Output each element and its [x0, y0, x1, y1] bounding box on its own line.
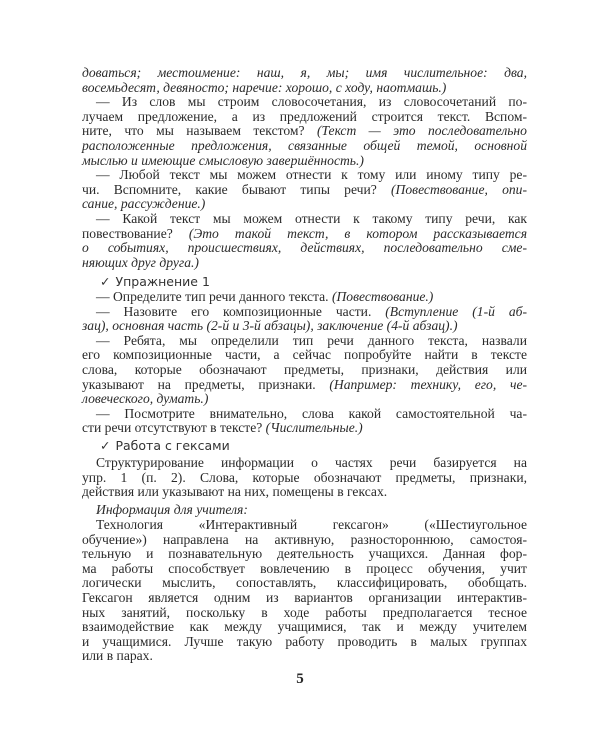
text-line — [82, 138, 527, 154]
text-line — [82, 182, 527, 198]
body-text: и учащимися. Лучше такую работу проводить в малых группах — [82, 633, 527, 649]
text-line — [82, 561, 527, 577]
body-text: повествование? — [82, 225, 189, 241]
body-text: слова, которые обозначают предметы, признаки, действия или — [82, 362, 527, 377]
body-text: Гексагон является одним из вариантов организации интерактив- — [82, 590, 527, 605]
text-line — [96, 517, 527, 533]
text-line — [96, 406, 527, 422]
italic-answer-text: (Повествование, опи- — [391, 181, 527, 197]
body-text: логически мыслить, сопоставлять, классифицировать, обобщать. — [82, 575, 527, 591]
italic-answer-text: сание, рассуждение.) — [82, 196, 206, 212]
italic-answer-text: (Это такой текст, в котором рассказывается — [188, 225, 528, 241]
checkmark-icon: ✓ — [100, 438, 111, 453]
text-line — [82, 546, 527, 562]
body-text: упр. 1 (п. 2). Слова, которые обозначают предметы, признаки, — [82, 469, 527, 485]
italic-answer-text: (Повествование.) — [331, 289, 434, 304]
italic-answer-text: расположенные предложения, связанные общей темой, основной — [82, 138, 527, 153]
italic-answer-text: мыслью и имеющие смысловую завершённость.) — [82, 152, 364, 168]
body-text: — Ребята, мы определили тип речи данного текста, назвали — [96, 332, 527, 348]
italic-answer-text: няющих друг друга.) — [82, 254, 199, 270]
text-line — [82, 153, 527, 169]
checkmark-icon: ✓ — [100, 274, 111, 289]
italic-answer-text: ловеческого, думать.) — [82, 391, 209, 407]
italic-answer-text: (Вступление (1-й аб- — [385, 303, 527, 319]
text-line — [82, 484, 527, 500]
text-line — [82, 65, 527, 81]
text-line — [82, 318, 527, 334]
text-line — [82, 80, 527, 96]
section-heading-text: Упражнение 1 — [115, 274, 210, 289]
body-text: тельную и познавательную деятельность учащихся. Данная фор- — [82, 546, 527, 562]
italic-answer-text: (Текст — это последовательно — [316, 123, 527, 139]
text-line — [82, 648, 527, 664]
body-text: лучаем предложение, а из предложений строится текст. Вспом- — [82, 108, 527, 124]
page-number: 5 — [296, 671, 304, 687]
text-line — [96, 289, 527, 305]
text-line — [82, 590, 527, 606]
body-text: ните, что мы называем текстом? — [82, 123, 317, 139]
body-text: его композиционные части, а сейчас попробуйте найти в тексте — [82, 347, 527, 363]
text-line — [96, 304, 527, 320]
text-line — [96, 455, 527, 471]
italic-answer-text: доваться; местоимение: наш, я, мы; имя числительное: два, — [82, 65, 527, 80]
text-line — [82, 619, 527, 635]
text-line — [82, 391, 527, 407]
text-line — [82, 470, 527, 486]
body-text: указывают на предметы, признаки. — [82, 376, 330, 392]
body-text: чи. Вспомните, какие бывают типы речи? — [82, 181, 392, 197]
body-text: или в парах. — [82, 648, 153, 664]
text-line — [82, 123, 527, 139]
text-line — [96, 167, 527, 183]
text-line — [96, 333, 527, 349]
text-line — [82, 255, 527, 271]
text-line — [96, 94, 527, 110]
body-text: действия или указывают на них, помещены в гексах. — [82, 484, 388, 500]
italic-answer-text: (Числительные.) — [265, 420, 363, 436]
text-line — [96, 211, 527, 227]
body-text: — Любой текст мы можем отнести к тому или иному типу ре- — [96, 167, 527, 183]
italic-answer-text: восемьдесят, девяносто; наречие: хорошо, с ходу, наотмашь.) — [82, 79, 447, 95]
text-line — [82, 347, 527, 363]
body-text: сти речи отсутствуют в тексте? — [82, 420, 266, 436]
body-text: — Определите тип речи данного текста. — [96, 289, 332, 304]
body-text: ных занятий, поскольку в ходе работы предполагается тесное — [82, 604, 527, 620]
body-text: взаимодействие как между учащимися, так и между учителем — [82, 619, 527, 635]
text-line — [82, 362, 527, 378]
body-text: Структурирование информации о частях речи базируется на — [96, 455, 527, 470]
body-text: — Посмотрите внимательно, слова какой самостоятельной ча- — [96, 405, 527, 421]
body-text: Технология «Интерактивный гексагон» («Шестиугольное — [96, 517, 527, 532]
body-text: — Из слов мы строим словосочетания, из словосочетаний по- — [96, 94, 527, 110]
section-heading — [100, 437, 230, 455]
text-line — [82, 377, 527, 393]
body-text: — Какой текст мы можем отнести к такому типу речи, как — [96, 211, 527, 226]
text-line — [82, 575, 527, 591]
text-line — [82, 226, 527, 242]
body-text: — Назовите его композиционные части. — [96, 303, 386, 319]
italic-answer-text: о событиях, происшествиях, действиях, последовательно сме- — [82, 240, 527, 256]
body-text: обучение») направлена на активную, разностороннюю, самостоя- — [82, 531, 527, 547]
section-heading-text: Работа с гексами — [115, 438, 230, 453]
italic-answer-text: Информация для учителя: — [96, 502, 248, 517]
text-line — [82, 634, 527, 650]
body-text: ма работы способствует вовлечению в процесс обучения, учит — [82, 560, 527, 576]
text-line — [82, 240, 527, 256]
text-line — [82, 420, 527, 436]
italic-answer-text: (Например: технику, его, че- — [329, 376, 528, 392]
text-line — [82, 532, 527, 548]
text-line — [96, 502, 527, 518]
text-line — [82, 196, 527, 212]
italic-answer-text: зац), основная часть (2-й и 3-й абзацы), заключение (4-й абзац).) — [82, 318, 458, 334]
text-line — [82, 109, 527, 125]
text-line — [82, 605, 527, 621]
